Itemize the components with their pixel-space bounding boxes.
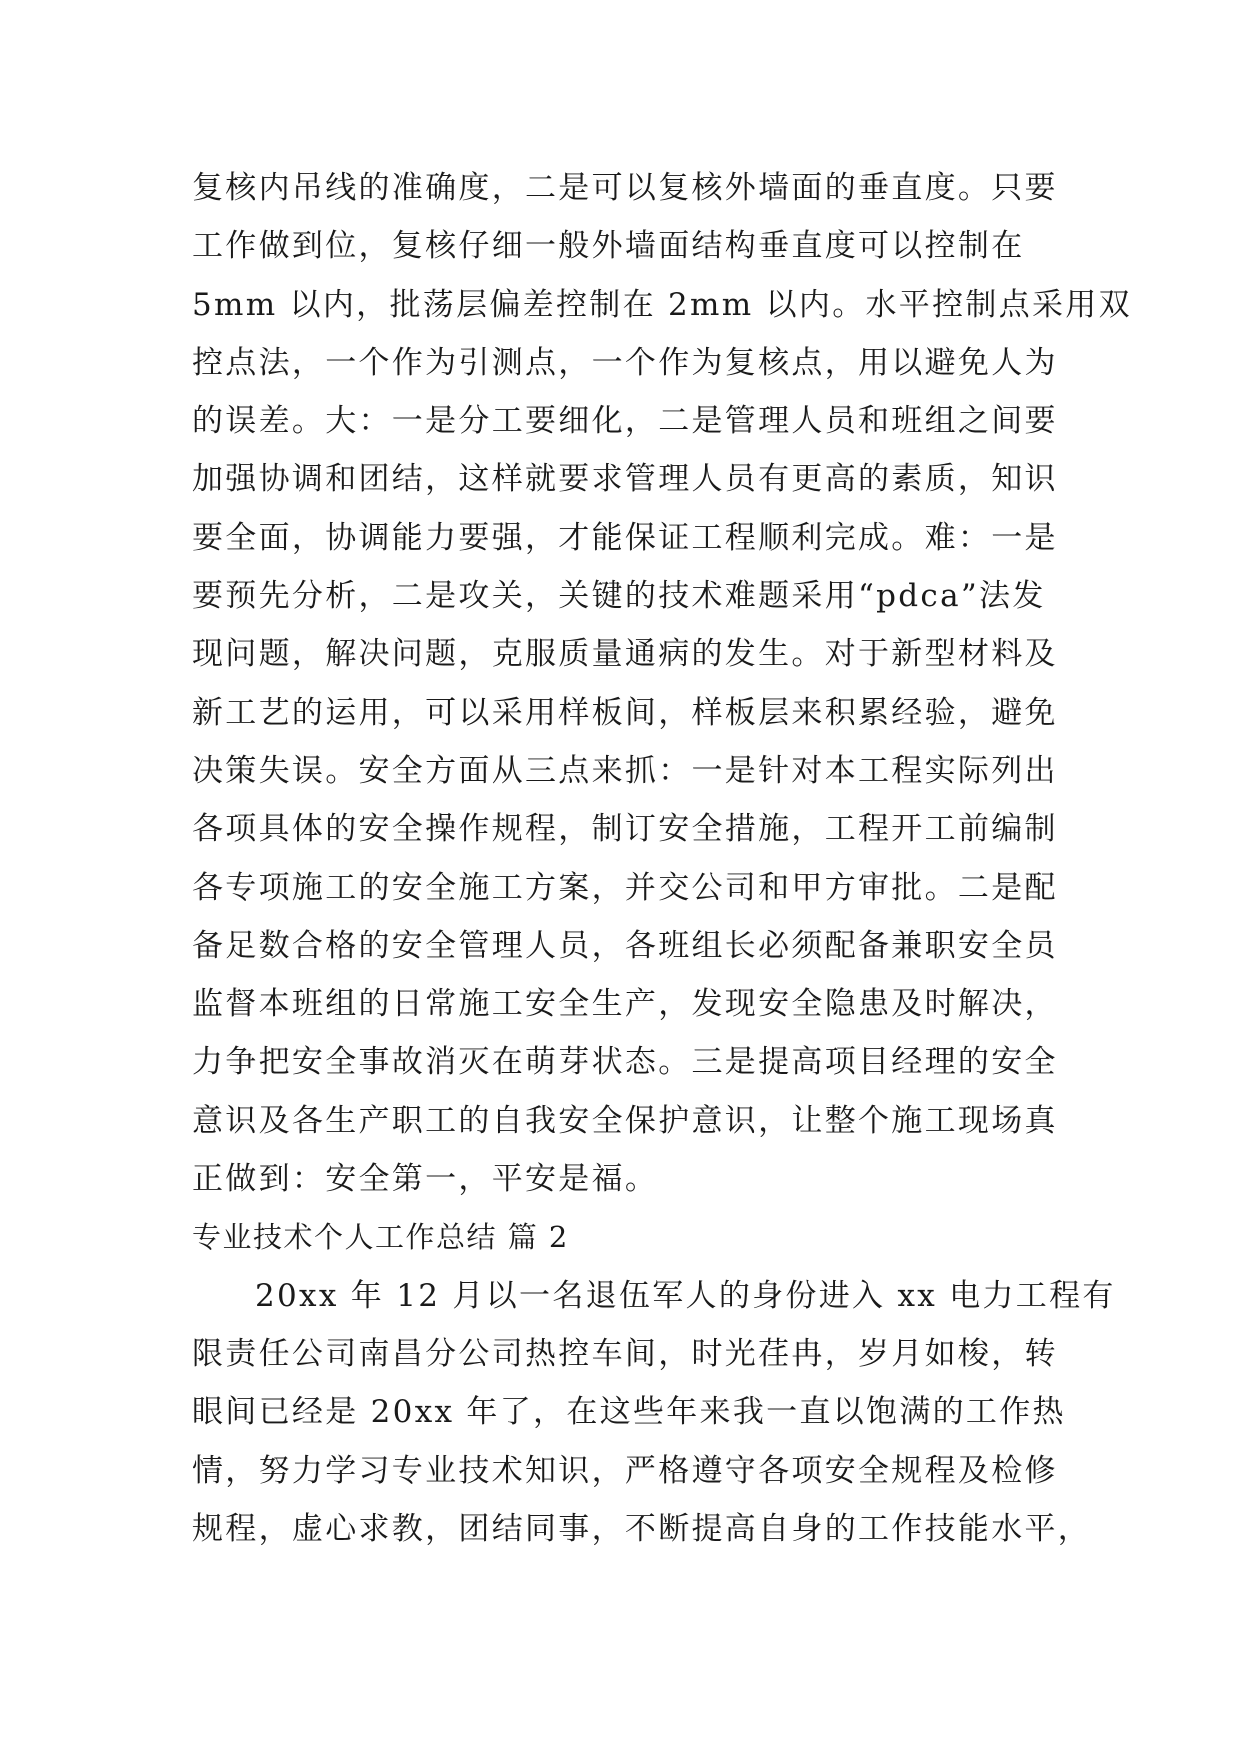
text-line: 加强协调和团结，这样就要求管理人员有更高的素质，知识 <box>192 461 1058 498</box>
document-body <box>192 159 1132 1558</box>
text-line: 的误差。大：一是分工要细化，二是管理人员和班组之间要 <box>192 403 1058 440</box>
section-heading: 专业技术个人工作总结 篇 2 <box>192 1220 569 1255</box>
text-line: 力争把安全事故消灭在萌芽状态。三是提高项目经理的安全 <box>192 1044 1058 1081</box>
text-line: 各专项施工的安全施工方案，并交公司和甲方审批。二是配 <box>192 869 1058 906</box>
text-line: 要全面，协调能力要强，才能保证工程顺利完成。难：一是 <box>192 519 1058 556</box>
text-line: 各项具体的安全操作规程，制订安全措施，工程开工前编制 <box>192 811 1058 848</box>
text-line: 要预先分析，二是攻关，关键的技术难题采用“pdca”法发 <box>192 578 1046 615</box>
text-line: 意识及各生产职工的自我安全保护意识，让整个施工现场真 <box>192 1102 1058 1139</box>
text-line: 规程，虚心求教，团结同事，不断提高自身的工作技能水平， <box>192 1510 1092 1547</box>
paragraph-1 <box>192 159 1132 1208</box>
text-line: 新工艺的运用，可以采用样板间，样板层来积累经验，避免 <box>192 694 1058 731</box>
text-line: 备足数合格的安全管理人员，各班组长必须配备兼职安全员 <box>192 927 1058 964</box>
text-line: 工作做到位，复核仔细一般外墙面结构垂直度可以控制在 <box>192 228 1025 265</box>
text-line: 监督本班组的日常施工安全生产，发现安全隐患及时解决， <box>192 986 1058 1023</box>
text-line: 情，努力学习专业技术知识，严格遵守各项安全规程及检修 <box>192 1452 1058 1489</box>
text-line: 正做到：安全第一，平安是福。 <box>192 1161 659 1198</box>
text-line: 复核内吊线的准确度，二是可以复核外墙面的垂直度。只要 <box>192 170 1058 206</box>
paragraph-2 <box>192 1267 1116 1558</box>
text-line: 控点法，一个作为引测点，一个作为复核点，用以避免人为 <box>192 344 1058 381</box>
text-line: 20xx 年 12 月以一名退伍军人的身份进入 xx 电力工程有 <box>255 1277 1116 1314</box>
text-line: 现问题，解决问题，克服质量通病的发生。对于新型材料及 <box>192 636 1058 673</box>
text-line: 限责任公司南昌分公司热控车间，时光荏冉，岁月如梭，转 <box>192 1335 1058 1372</box>
text-line: 5mm 以内，批荡层偏差控制在 2mm 以内。水平控制点采用双 <box>192 286 1132 323</box>
text-line: 决策失误。安全方面从三点来抓：一是针对本工程实际列出 <box>192 752 1058 789</box>
text-line: 眼间已经是 20xx 年了，在这些年来我一直以饱满的工作热 <box>192 1394 1066 1431</box>
